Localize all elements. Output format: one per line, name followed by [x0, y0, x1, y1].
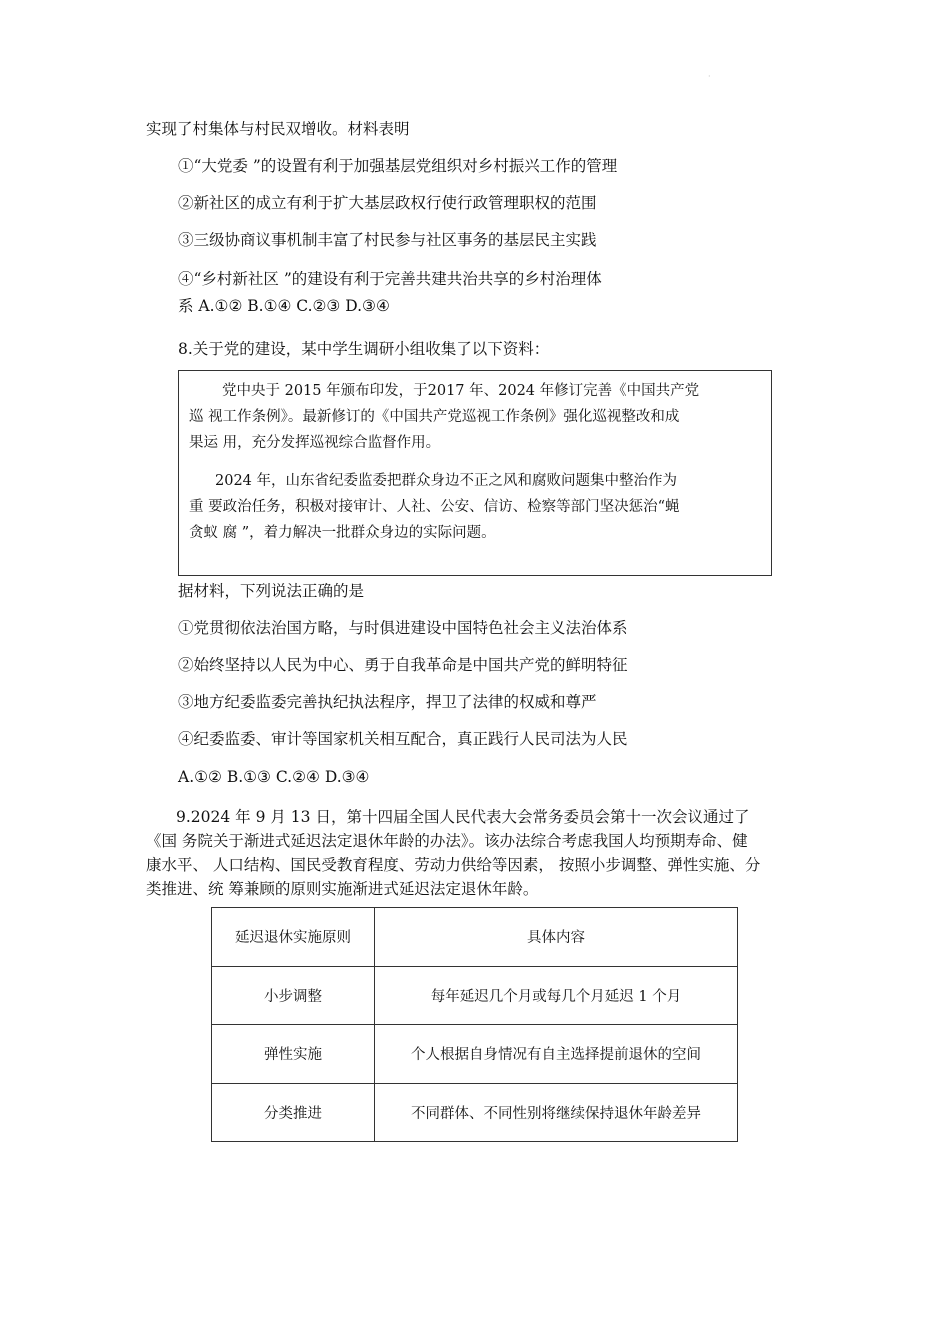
table-header-principle: 延迟退休实施原则	[212, 908, 375, 967]
table-header-content: 具体内容	[375, 908, 738, 967]
table-row	[212, 1083, 738, 1142]
retirement-principles-table	[211, 907, 738, 1142]
q8-material-line-2: 巡 视工作条例》。最新修订的《中国共产党巡视工作条例》强化巡视整改和成	[189, 409, 680, 425]
q9-line-3: 康水平、 人口结构、国民受教育程度、劳动力供给等因素， 按照小步调整、弹性实施、分	[146, 856, 761, 874]
table-row	[212, 966, 738, 1025]
q8-answer-choices: A.①② B.①③ C.②④ D.③④	[178, 768, 370, 786]
q9-line-4: 类推进、统 筹兼顾的原则实施渐进式延迟法定退休年龄。	[146, 880, 539, 898]
q8-material-line-6: 贪蚁 腐 ”，着力解决一批群众身边的实际问题。	[189, 525, 496, 541]
table-header-row	[212, 908, 738, 967]
table-row	[212, 1025, 738, 1084]
table-cell-principle: 弹性实施	[212, 1025, 375, 1084]
q8-material-line-1: 党中央于 2015 年颁布印发，于2017 年、2024 年修订完善《中国共产党	[222, 383, 700, 399]
q8-option-3: ③地方纪委监委完善执纪执法程序，捍卫了法律的权威和尊严	[178, 693, 597, 711]
q7-continuation: 实现了村集体与村民双增收。材料表明	[146, 120, 410, 138]
table-cell-content: 不同群体、不同性别将继续保持退休年龄差异	[375, 1083, 738, 1142]
q9-line-2: 《国 务院关于渐进式延迟法定退休年龄的办法》。该办法综合考虑我国人均预期寿命、健	[146, 832, 748, 850]
q8-material-line-3: 果运 用，充分发挥巡视综合监督作用。	[189, 435, 441, 451]
q8-material-line-5: 重 要政治任务，积极对接审计、人社、公安、信访、检察等部门坚决惩治“蝇	[189, 499, 680, 515]
q8-question: 据材料，下列说法正确的是	[178, 582, 365, 600]
q8-option-4: ④纪委监委、审计等国家机关相互配合，真正践行人民司法为人民	[178, 730, 628, 748]
q7-option-1: ①“大党委 ”的设置有利于加强基层党组织对乡村振兴工作的管理	[178, 157, 618, 175]
q8-material-line-4: 2024 年，山东省纪委监委把群众身边不正之风和腐败问题集中整治作为	[215, 473, 678, 489]
table-cell-content: 每年延迟几个月或每几个月延迟 1 个月	[375, 966, 738, 1025]
q8-option-1: ①党贯彻依法治国方略，与时俱进建设中国特色社会主义法治体系	[178, 619, 628, 637]
q7-answer-choices: 系 A.①② B.①④ C.②③ D.③④	[178, 297, 390, 315]
table-cell-principle: 小步调整	[212, 966, 375, 1025]
q8-material-box	[178, 370, 772, 576]
q7-option-4: ④“乡村新社区 ”的建设有利于完善共建共治共享的乡村治理体	[178, 270, 602, 288]
q8-stem: 8.关于党的建设，某中学生调研小组收集了以下资料：	[178, 340, 550, 358]
q7-option-2: ②新社区的成立有利于扩大基层政权行使行政管理职权的范围	[178, 194, 597, 212]
q8-option-2: ②始终坚持以人民为中心、勇于自我革命是中国共产党的鲜明特征	[178, 656, 628, 674]
table-cell-principle: 分类推进	[212, 1083, 375, 1142]
table-cell-content: 个人根据自身情况有自主选择提前退休的空间	[375, 1025, 738, 1084]
corner-mark: ·	[708, 72, 711, 81]
q9-line-1: 9.2024 年 9 月 13 日，第十四届全国人民代表大会常务委员会第十一次会议通过了	[176, 808, 750, 826]
q7-option-3: ③三级协商议事机制丰富了村民参与社区事务的基层民主实践	[178, 231, 597, 249]
